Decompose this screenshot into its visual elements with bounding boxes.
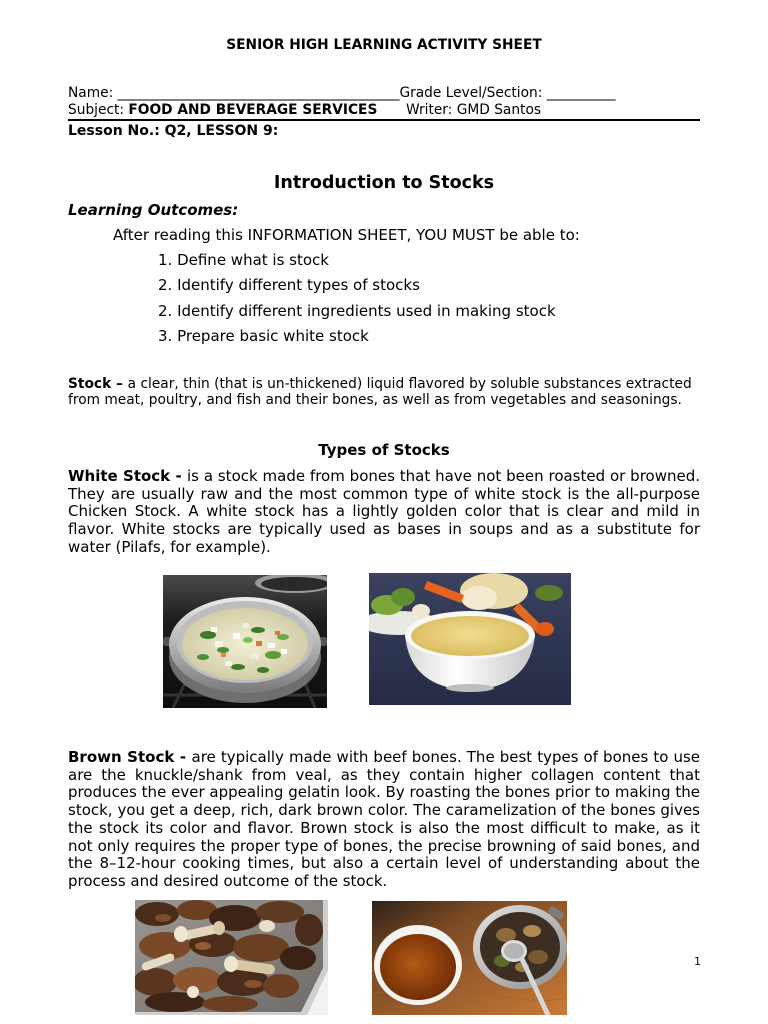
- stock-term: Stock –: [68, 376, 128, 392]
- subject-line: [68, 102, 377, 118]
- brown-stock-photo: [372, 901, 567, 1015]
- learning-outcomes-intro: After reading this INFORMATION SHEET, YOU MUST be able to:: [113, 226, 580, 244]
- name-label: Name:: [68, 85, 118, 101]
- page-title: Introduction to Stocks: [273, 173, 495, 193]
- white-stock-term: White Stock -: [68, 467, 187, 485]
- stock-definition: [68, 376, 700, 408]
- sheet-header: SENIOR HIGH LEARNING ACTIVITY SHEET: [226, 37, 542, 53]
- learning-outcomes-list: [158, 251, 556, 352]
- name-blank: _________________________________________: [117, 85, 400, 101]
- stock-definition-text: a clear, thin (that is un-thickened) liquid flavored by soluble substances extracted from meat, poultry, and fish and their bones, as well as from vegetables and seasonings.: [68, 376, 692, 408]
- brown-stock-paragraph: [68, 749, 700, 891]
- outcome-item-1: 1. Define what is stock: [158, 251, 329, 269]
- subject-value: FOOD AND BEVERAGE SERVICES: [128, 102, 378, 118]
- brown-stock-term: Brown Stock -: [68, 748, 192, 766]
- learning-outcomes-heading: Learning Outcomes:: [68, 201, 239, 219]
- header-divider: [68, 119, 700, 121]
- lesson-number: Lesson No.: Q2, LESSON 9:: [68, 123, 279, 139]
- grade-section-blank: __________: [546, 85, 616, 101]
- white-stock-paragraph: [68, 468, 700, 557]
- subject-label: Subject:: [68, 102, 129, 118]
- writer-line: Writer: GMD Santos: [406, 102, 542, 118]
- page-number: 1: [694, 955, 701, 968]
- brown-stock-text: are typically made with beef bones. The best types of bones to use are the knuckle/shank from veal, as they contain higher collagen content that produces the ever appealing gelatin look. By roasting the bones prior to making the stock, you get a deep, rich, dark brown color. The caramelization of the bones gives the stock its color and flavor. Brown stock is also the most difficult to make, as it not only requires the proper type of bones, the precise browning of said bones, and the 8–12-hour cooking times, but also a certain level of understanding about the process and desired outcome of the stock.: [68, 748, 700, 890]
- white-stock-text: is a stock made from bones that have not been roasted or browned. They are usually raw and the most common type of white stock is the all-purpose Chicken Stock. A white stock has a lightly golden color that is clear and mild in flavor. White stocks are typically used as bases in soups and as a substitute for water (Pilafs, for example).: [68, 467, 701, 556]
- white-stock-bowl-photo: [369, 573, 571, 705]
- grade-section-label: Grade Level/Section:: [399, 85, 547, 101]
- white-stock-pot-photo: [163, 575, 327, 708]
- outcome-item-4: 3. Prepare basic white stock: [158, 326, 369, 345]
- outcome-item-2: 2. Identify different types of stocks: [158, 276, 420, 295]
- name-grade-line: [68, 85, 616, 101]
- types-of-stocks-heading: Types of Stocks: [318, 441, 450, 459]
- outcome-item-3: 2. Identify different ingredients used in making stock: [158, 301, 556, 320]
- roasted-bones-photo: [135, 900, 328, 1015]
